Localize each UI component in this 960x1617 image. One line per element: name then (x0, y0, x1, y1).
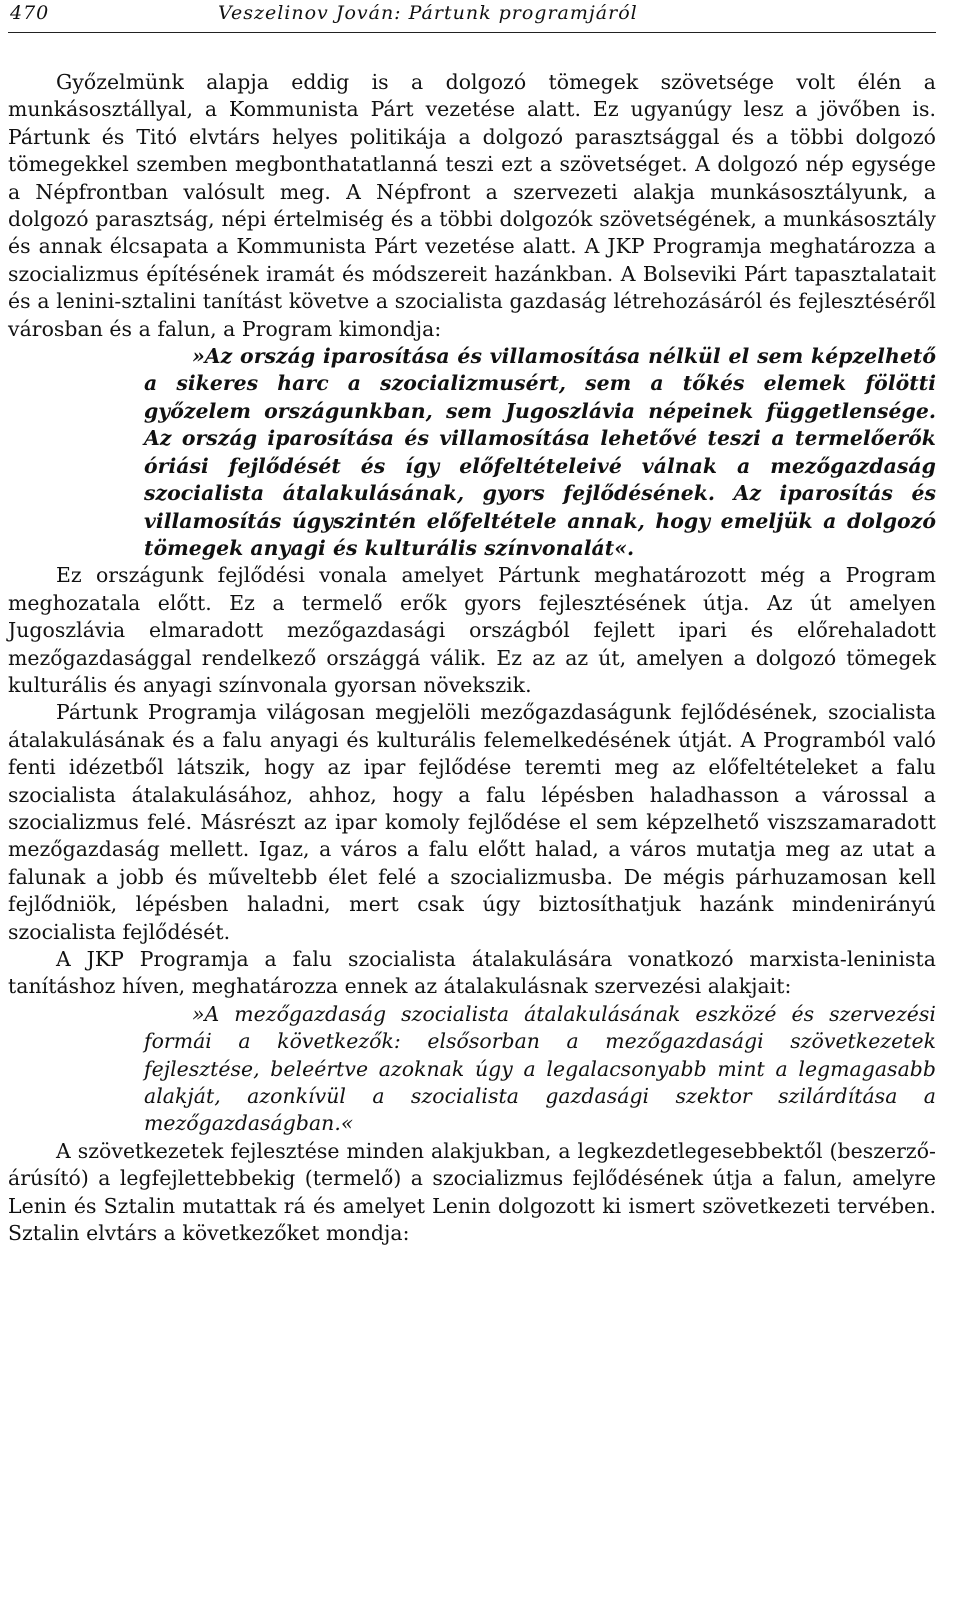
running-header (8, 0, 936, 33)
page-number: 470 (10, 2, 50, 24)
program-quote: »Az ország iparosítása és villamosítása nélkül el sem képzelhető a sikeres harc a szocializmusért, sem a tőkés elemek fölötti győzelem országunkban, sem Jugoszlávia népeinek függetlensége. Az ország iparosítása és villamosítása lehetővé teszi a termelőerők óriási fejlődését és így előfeltételeivé válnak a mezőgazdaság szocialista átalakulásának, gyors fejlődésének. Az iparosítás és villamosítás úgyszintén előfeltétele annak, hogy emeljük a dolgozó tömegek anyagi és kulturális színvonalát«. (144, 344, 936, 560)
paragraph: A JKP Programja a falu szocialista átalakulására vonatkozó marxista-leninista tanításhoz híven, meghatározza ennek az átalakulásnak szervezési alakjait: (8, 947, 936, 999)
paragraph: A szövetkezetek fejlesztése minden alakjukban, a legkezdetlegesebbektől (beszerző-árúsító) a legfejlettebbekig (termelő) a szocializmus fejlődésének útja a falun, amelyre Lenin és Sztalin mutattak rá és amelyet Lenin dolgozott ki ismert szövetkezeti tervében. Sztalin elvtárs a következőket mondja: (8, 1138, 936, 1246)
paragraph: Ez országunk fejlődési vonala amelyet Pártunk meghatározott még a Program meghozatala előtt. Ez a termelő erők gyors fejlesztésének útja. Az út amelyen Jugoszlávia elmaradott mezőgazdasági országból fejlett ipari és előrehaladott mezőgazdasággal rendelkező országgá válik. Ez az az út, amelyen a dolgozó tömegek kulturális és anyagi színvonala gyorsan növekszik. (8, 563, 936, 697)
running-title: Veszelinov Jován: Pártunk programjáról (218, 2, 638, 24)
document-body (8, 69, 936, 1247)
paragraph: Győzelmünk alapja eddig is a dolgozó tömegek szövetsége volt élén a munkásosztállyal, a Kommunista Párt vezetése alatt. Ez ugyanúgy lesz a jövőben is. Pártunk és Titó elvtárs helyes politikája a dolgozó parasztsággal és a többi dolgozó tömegekkel szemben megbonthatatlanná teszi ezt a szövetséget. A dolgozó nép egysége a Népfrontban valósult meg. A Népfront a szervezeti alakja munkásosztályunk, a dolgozó parasztság, népi értelmiség és a többi dolgozók szövetségének, a munkásosztály és annak élcsapata a Kommunista Párt vezetése alatt. A JKP Programja meghatározza a szocializmus építésének iramát és módszereit hazánkban. A Bolseviki Párt tapasztalatait és a lenini-sztalini tanítást követve a szocialista gazdaság létrehozásáról és fejlesztéséről városban és a falun, a Program kimondja: (8, 70, 936, 341)
program-quote: »A mezőgazdaság szocialista átalakulásának eszközé és szervezési formái a következők: elsősorban a mezőgazdasági szövetkezetek fejlesztése, beleértve azoknak úgy a legalacsonyabb mint a legmagasabb alakját, azonkívül a szocialista gazdasági szektor szilárdítása a mezőgazdaságban.« (144, 1001, 936, 1136)
paragraph: Pártunk Programja világosan megjelöli mezőgazdaságunk fejlődésének, szocialista átalakulásának és a falu anyagi és kulturális felemelkedésének útját. A Programból való fenti idézetből látszik, hogy az ipar fejlődése teremti meg az előfeltételeket a falu szocialista átalakulásához, ahhoz, hogy a falu lépésben haladhasson a várossal a szocializmus felé. Másrészt az ipar komoly fejlődése el sem képzelhető viszszamaradott mezőgazdaság mellett. Igaz, a város a falu előtt halad, a város mutatja meg az utat a falunak a jobb és műveltebb élet felé a szocializmusba. De mégis párhuzamosan kell fejlődniök, lépésben haladni, mert csak úgy biztosíthatjuk hazánk mindenirányú szocialista fejlődését. (8, 700, 936, 944)
